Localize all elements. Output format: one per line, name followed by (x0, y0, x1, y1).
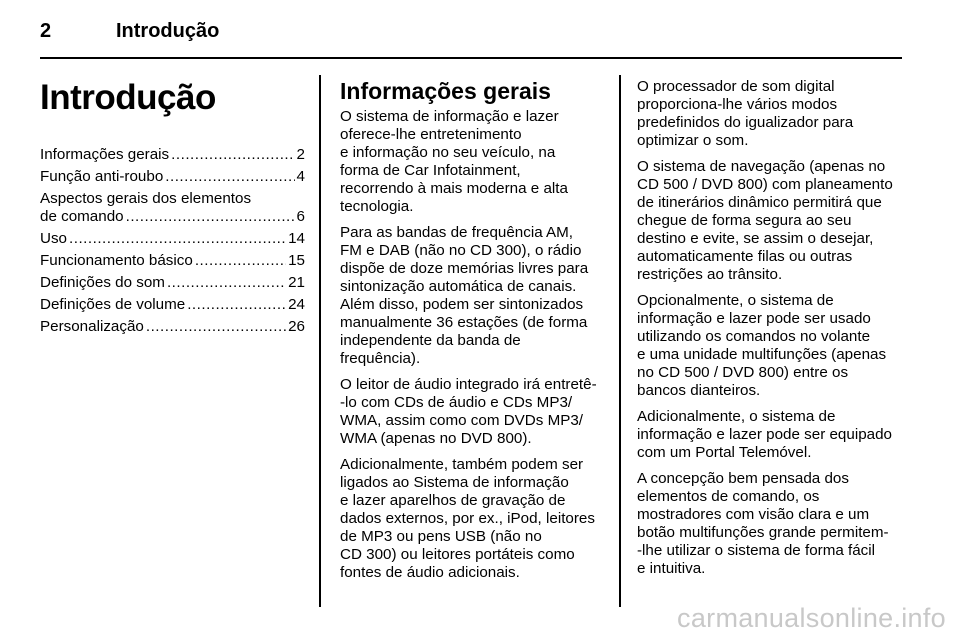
text-line: e intuitiva. (637, 560, 706, 577)
text-line: bancos dianteiros. (637, 382, 761, 399)
header-rule (40, 57, 902, 59)
toc-page-number: 4 (296, 168, 305, 185)
text-line: e informação no seu veículo, na (340, 144, 556, 161)
toc-page-number: 15 (288, 252, 305, 269)
toc-page-number: 14 (288, 230, 305, 247)
text-line: manualmente 36 estações (de forma (340, 314, 588, 331)
toc-entry[interactable] (40, 146, 305, 164)
toc-page-number: 21 (288, 274, 305, 291)
toc-entry-label: Função anti-roubo (40, 168, 164, 185)
text-line: Para as bandas de frequência AM, (340, 224, 574, 241)
toc-entry[interactable] (40, 190, 305, 226)
text-line: fontes de áudio adicionais. (340, 564, 520, 581)
toc-leader-dots (69, 230, 286, 248)
text-line: -lo com CDs de áudio e CDs MP3/ (340, 394, 573, 411)
text-line: tecnologia. (340, 198, 414, 215)
toc-leader-dots (171, 146, 294, 164)
toc-page-number: 2 (296, 146, 305, 163)
section-body-right (637, 78, 905, 578)
text-line: chegue de forma segura ao seu (637, 212, 852, 229)
text-line: no CD 500 / DVD 800) entre os (637, 364, 849, 381)
paragraph (340, 108, 606, 216)
text-line: utilizando os comandos no volante (637, 328, 871, 345)
toc-entry[interactable] (40, 252, 305, 270)
section-heading: Informações gerais (340, 78, 551, 104)
text-line: Opcionalmente, o sistema de (637, 292, 834, 309)
toc-entry[interactable] (40, 318, 305, 336)
text-line: informação e lazer pode ser equipado (637, 426, 892, 443)
text-line: botão multifunções grande permitem- (637, 524, 889, 541)
paragraph (637, 408, 905, 462)
running-title: Introdução (116, 20, 220, 42)
text-line: FM e DAB (não no CD 300), o rádio (340, 242, 582, 259)
text-line: Adicionalmente, também podem ser (340, 456, 584, 473)
text-line: A concepção bem pensada dos (637, 470, 849, 487)
text-line: destino e evite, se assim o desejar, (637, 230, 874, 247)
toc-entry-label-line: Aspectos gerais dos elementos (40, 190, 252, 207)
paragraph (340, 456, 606, 582)
text-line: O processador de som digital (637, 78, 835, 95)
toc-leader-dots (165, 168, 294, 186)
table-of-contents (40, 146, 305, 336)
text-column-right (637, 78, 905, 586)
toc-entry-label: Uso (40, 230, 68, 247)
text-line: com um Portal Telemóvel. (637, 444, 812, 461)
text-line: dados externos, por ex., iPod, leitores (340, 510, 595, 527)
text-line: O leitor de áudio integrado irá entretê- (340, 376, 597, 393)
column-divider-right (619, 75, 621, 607)
text-line: elementos de comando, os (637, 488, 820, 505)
toc-entry-label: Definições do som (40, 274, 165, 291)
text-line: Adicionalmente, o sistema de (637, 408, 836, 425)
text-line: predefinidos do igualizador para (637, 114, 854, 131)
text-column-middle (340, 78, 606, 590)
paragraph (637, 292, 905, 400)
text-line: ligados ao Sistema de informação (340, 474, 569, 491)
text-line: e uma unidade multifunções (apenas (637, 346, 887, 363)
toc-leader-dots (187, 296, 286, 314)
toc-leader-dots (146, 318, 286, 336)
text-line: CD 300) ou leitores portáteis como (340, 546, 575, 563)
text-line: optimizar o som. (637, 132, 749, 149)
paragraph (637, 158, 905, 284)
toc-page-number: 24 (288, 296, 305, 313)
text-line: forma de Car Infotainment, (340, 162, 521, 179)
text-line: mostradores com visão clara e um (637, 506, 870, 523)
text-line: -lhe utilizar o sistema de forma fácil (637, 542, 876, 559)
paragraph (340, 376, 606, 448)
chapter-title: Introdução (40, 78, 216, 117)
toc-entry-label: de comando (40, 208, 124, 225)
text-line: oferece-lhe entretenimento (340, 126, 522, 143)
page-number: 2 (40, 20, 52, 42)
column-divider-left (319, 75, 321, 607)
toc-entry-label: Funcionamento básico (40, 252, 193, 269)
paragraph (340, 224, 606, 368)
toc-entry[interactable] (40, 168, 305, 186)
text-line: automaticamente filas ou outras (637, 248, 853, 265)
toc-entry-label: Informações gerais (40, 146, 170, 163)
toc-entry[interactable] (40, 274, 305, 292)
text-line: de itinerários dinâmico permitirá que (637, 194, 882, 211)
toc-page-number: 6 (296, 208, 305, 225)
text-line: frequência). (340, 350, 421, 367)
toc-entry-label: Definições de volume (40, 296, 186, 313)
paragraph (637, 78, 905, 150)
text-line: de MP3 ou pens USB (não no (340, 528, 542, 545)
text-line: proporciona-lhe vários modos (637, 96, 838, 113)
text-line: CD 500 / DVD 800) com planeamento (637, 176, 893, 193)
text-line: Além disso, podem ser sintonizados (340, 296, 584, 313)
text-line: O sistema de informação e lazer (340, 108, 559, 125)
toc-entry[interactable] (40, 296, 305, 314)
paragraph (637, 470, 905, 578)
text-line: dispõe de doze memórias livres para (340, 260, 589, 277)
toc-page-number: 26 (288, 318, 305, 335)
toc-leader-dots (167, 274, 286, 292)
toc-entry[interactable] (40, 230, 305, 248)
text-line: O sistema de navegação (apenas no (637, 158, 886, 175)
section-body-middle (340, 108, 606, 582)
toc-leader-dots (195, 252, 286, 270)
text-line: recorrendo à mais moderna e alta (340, 180, 568, 197)
watermark: carmanualsonline.info (677, 603, 946, 633)
text-line: sintonização automática de canais. (340, 278, 577, 295)
toc-entry-label: Personalização (40, 318, 144, 335)
toc-column (40, 78, 305, 340)
text-line: independente da banda de (340, 332, 521, 349)
toc-leader-dots (126, 208, 295, 226)
text-line: WMA (apenas no DVD 800). (340, 430, 532, 447)
text-line: e lazer aparelhos de gravação de (340, 492, 566, 509)
text-line: restrições ao trânsito. (637, 266, 783, 283)
text-line: WMA, assim como com DVDs MP3/ (340, 412, 584, 429)
text-line: informação e lazer pode ser usado (637, 310, 871, 327)
